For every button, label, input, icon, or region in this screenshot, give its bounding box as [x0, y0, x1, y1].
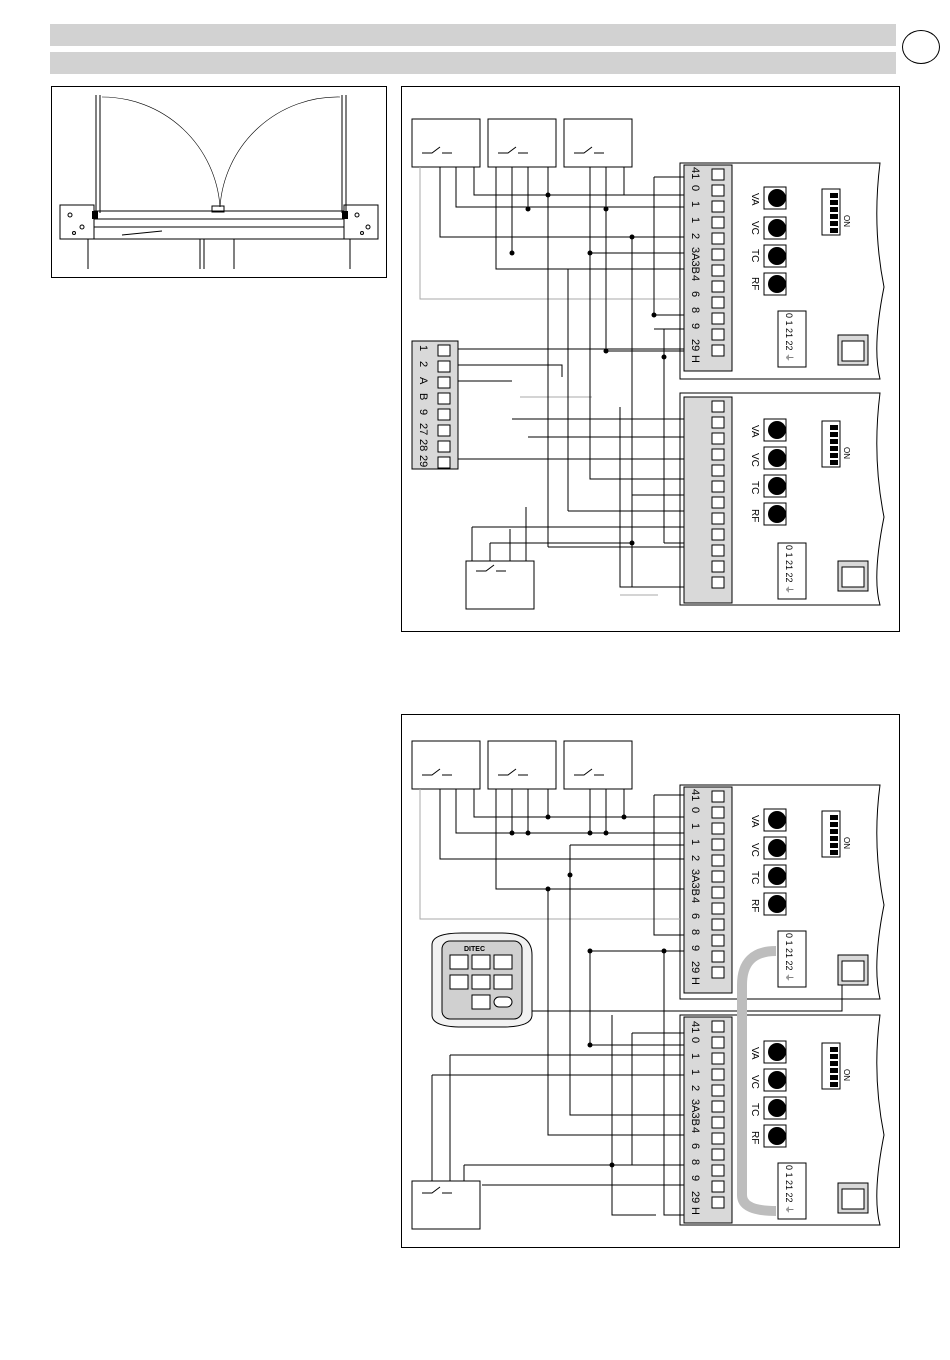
svg-text:41: 41	[689, 1021, 701, 1034]
ext-terminal-strip	[412, 341, 458, 469]
svg-text:RF: RF	[749, 899, 760, 913]
svg-text:29: 29	[689, 339, 701, 352]
header-bar-bottom	[50, 52, 896, 74]
svg-text:1: 1	[689, 201, 701, 208]
svg-text:2: 2	[689, 1085, 701, 1092]
svg-text:VA: VA	[749, 1047, 760, 1060]
svg-text:H: H	[689, 977, 701, 985]
wiring-diagram-1	[401, 86, 900, 632]
svg-text:DITEC: DITEC	[464, 946, 485, 953]
svg-text:8: 8	[689, 929, 701, 936]
svg-text:RF: RF	[749, 509, 760, 523]
svg-text:2: 2	[689, 855, 701, 862]
svg-text:3A3B: 3A3B	[689, 247, 701, 274]
svg-text:RF: RF	[749, 1131, 760, 1145]
svg-text:9: 9	[689, 945, 701, 952]
svg-text:6: 6	[689, 1143, 701, 1150]
svg-text:ON: ON	[842, 837, 851, 849]
svg-text:ON: ON	[842, 215, 851, 227]
svg-text:41: 41	[689, 167, 701, 180]
svg-text:9: 9	[689, 323, 701, 330]
svg-text:TC: TC	[749, 871, 760, 885]
svg-text:TC: TC	[749, 249, 760, 263]
svg-text:VA: VA	[749, 193, 760, 206]
svg-text:0: 0	[689, 1037, 701, 1044]
svg-text:0 1 21 22 ⏚: 0 1 21 22 ⏚	[784, 1165, 794, 1215]
svg-text:41: 41	[689, 789, 701, 802]
svg-text:1: 1	[689, 839, 701, 846]
dip-switch	[822, 189, 851, 467]
svg-text:VC: VC	[749, 843, 760, 857]
sensor-box	[564, 741, 632, 789]
svg-text:3A3B: 3A3B	[689, 1099, 701, 1126]
sensor-box	[412, 119, 480, 167]
svg-text:9: 9	[417, 409, 429, 416]
svg-text:VC: VC	[749, 453, 760, 467]
svg-text:4: 4	[689, 897, 701, 904]
sensor-box	[412, 741, 480, 789]
keypad-selector	[432, 933, 532, 1027]
svg-text:4: 4	[689, 275, 701, 282]
svg-text:ON: ON	[842, 447, 851, 459]
sensor-box	[564, 119, 632, 167]
svg-text:6: 6	[689, 913, 701, 920]
wiring-diagram-2	[401, 714, 900, 1248]
svg-text:ON: ON	[842, 1069, 851, 1081]
svg-text:0 1 21 22 ⏚: 0 1 21 22 ⏚	[784, 313, 794, 363]
svg-text:H: H	[689, 355, 701, 363]
svg-text:0 1 21 22 ⏚: 0 1 21 22 ⏚	[784, 933, 794, 983]
svg-text:29: 29	[689, 961, 701, 974]
svg-text:29: 29	[689, 1191, 701, 1204]
svg-text:0: 0	[689, 185, 701, 192]
svg-text:1: 1	[689, 1069, 701, 1076]
svg-text:RF: RF	[749, 277, 760, 291]
svg-text:VC: VC	[749, 221, 760, 235]
svg-text:1: 1	[689, 823, 701, 830]
svg-text:29: 29	[417, 455, 429, 468]
svg-text:0: 0	[689, 807, 701, 814]
svg-text:VA: VA	[749, 815, 760, 828]
svg-text:1: 1	[417, 345, 429, 352]
svg-text:8: 8	[689, 1159, 701, 1166]
svg-text:2: 2	[417, 361, 429, 368]
sensor-box	[488, 119, 556, 167]
sensor-box-bottom	[412, 1181, 480, 1229]
svg-text:VA: VA	[749, 425, 760, 438]
svg-text:VC: VC	[749, 1075, 760, 1089]
header-bar-top	[50, 24, 896, 46]
svg-text:A: A	[417, 377, 429, 385]
door-figure	[51, 86, 387, 278]
svg-text:4: 4	[689, 1127, 701, 1134]
svg-text:6: 6	[689, 291, 701, 298]
sensor-box-bottom	[466, 561, 534, 609]
svg-text:28: 28	[417, 439, 429, 452]
terminal-strip-1	[684, 165, 732, 603]
svg-text:3A3B: 3A3B	[689, 869, 701, 896]
svg-text:1: 1	[689, 217, 701, 224]
svg-text:TC: TC	[749, 481, 760, 495]
svg-text:0 1 21 22 ⏚: 0 1 21 22 ⏚	[784, 545, 794, 595]
svg-text:8: 8	[689, 307, 701, 314]
svg-text:2: 2	[689, 233, 701, 240]
svg-text:1: 1	[689, 1053, 701, 1060]
language-badge	[902, 30, 940, 64]
svg-text:9: 9	[689, 1175, 701, 1182]
wall-left	[60, 205, 94, 239]
sensor-box	[488, 741, 556, 789]
svg-text:27: 27	[417, 423, 429, 436]
svg-text:TC: TC	[749, 1103, 760, 1117]
svg-text:H: H	[689, 1207, 701, 1215]
svg-text:B: B	[417, 393, 429, 401]
